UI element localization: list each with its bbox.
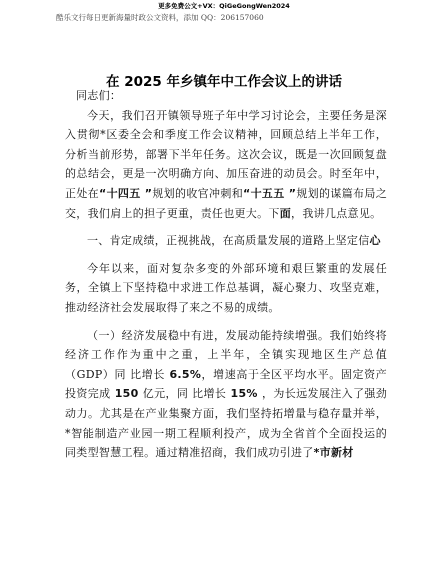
paragraph-text: （一）经济发展稳中有进，发展动能持续增强。我们始终将经济工作作为重中之重，上半年，全镇实现地区生产总值（GDP）同 比增长 [65,328,387,381]
promo-banner: 更多免费公文+VX：QiGeGongWen2024 [158,2,290,10]
paragraph-economy [65,326,387,463]
paragraph-text: ，为长远发展注入了强劲动力。尤其是在产业集聚方面，我们坚持拓增量与稳存量并举，*智能制造产业园一期工程顺利投产，成为全省首个全面投运的同类型智慧工程。通过精准招商，我们成功引进了 [65,387,387,460]
plan-15th: “十五五 ” [243,186,297,200]
paragraph-text: ，我讲几点意见。 [291,206,382,220]
paragraph-text: 规划的收官冲刺和 [152,186,244,200]
salutation: 同志们： [76,89,122,102]
bold-word: 面 [279,206,292,220]
section-heading-1 [65,231,387,251]
paragraph-text: 亿元，同 比增长 [142,387,227,401]
paragraph-intro [65,106,387,224]
paragraph-text: 规划的谋篇布局之交，我们肩上的担子更重，责任也更大。下 [65,186,388,220]
investment-value: 150 [110,387,143,401]
source-note: 酷乐文行每日更新海量时政公文资料，添加 QQ：206157060 [56,13,264,22]
paragraph-text: 今天，我们召开镇领导班子年中学习讨论会，主要任务是深入贯彻*区委全会和季度工作会议精神，回顾总结上半年工作，分析当前形势，部署下半年任务。这次会议，既是一次回顾复盘的总结会，更是一次明确方向、加压奋进的动员会。时至年中，正处在 [65,108,387,200]
paragraph-text: ，增速高于全区平均水平。固定资产投资完成 [65,367,387,401]
heading-text: 一、肯定成绩，正视挑战，在高质量发展的道路上坚定信 [87,234,370,248]
document-title: 在 2025 年乡镇年中工作会议上的讲话 [106,74,342,90]
plan-14th: “十四五 ” [99,186,153,200]
document-body [65,86,387,463]
paragraph-overview: 今年以来，面对复杂多变的外部环境和艰巨繁重的发展任务，全镇上下坚持稳中求进工作总基调，凝心聚力、攻坚克难，推动经济社会发展取得了来之不易的成绩。 [65,261,387,314]
bold-end: *市新材 [313,446,354,460]
heading-bold-end: 心 [369,234,381,248]
gdp-growth-value: 6.5% [165,367,202,381]
investment-growth-value: 15% [226,387,262,401]
